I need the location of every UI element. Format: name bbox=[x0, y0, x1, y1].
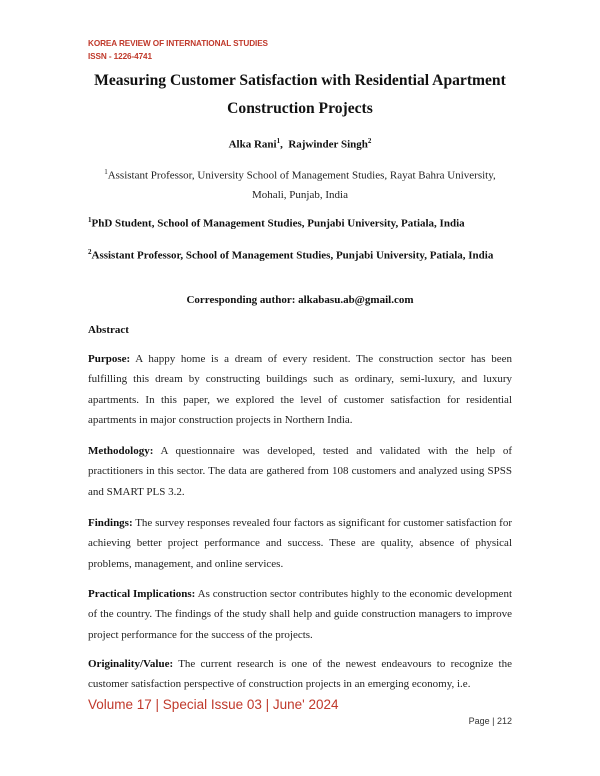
affiliation-sup: 2 bbox=[88, 248, 92, 256]
affiliation-text: Assistant Professor, School of Management Studies, Punjabi University, Patiala, India bbox=[91, 249, 494, 262]
section-label: Purpose: bbox=[88, 353, 131, 365]
affiliation-text: Assistant Professor, University School of Management Studies, Rayat Bahra University, Mohali, Punjab, India bbox=[107, 169, 496, 201]
abstract-section-originality bbox=[88, 654, 512, 695]
abstract-section-purpose bbox=[88, 349, 512, 430]
section-text: A questionnaire was developed, tested and validated with the help of practitioners in this sector. The data are gathered from 108 customers and analyzed using SPSS and SMART PLS 3.2. bbox=[88, 445, 512, 498]
abstract-heading: Abstract bbox=[88, 324, 129, 336]
author-line bbox=[60, 137, 540, 151]
journal-name: KOREA REVIEW OF INTERNATIONAL STUDIES bbox=[88, 39, 268, 48]
abstract-section-methodology bbox=[88, 441, 512, 502]
journal-header bbox=[88, 37, 268, 63]
affiliation-text: PhD Student, School of Management Studies, Punjabi University, Patiala, India bbox=[91, 217, 465, 230]
author-separator: , bbox=[280, 138, 289, 151]
corresponding-author: Corresponding author: alkabasu.ab@gmail.com bbox=[186, 294, 414, 306]
abstract-section-findings bbox=[88, 513, 512, 574]
affiliation-2 bbox=[88, 211, 512, 234]
affiliation-3 bbox=[88, 243, 512, 266]
section-text: The current research is one of the newest endeavours to recognize the customer satisfaction perspective of construction projects in an emerging economy, i.e. bbox=[88, 658, 512, 691]
author-sup: 1 bbox=[276, 137, 281, 145]
paper-title: Measuring Customer Satisfaction with Residential Apartment Construction Projects bbox=[94, 72, 506, 117]
journal-issn: ISSN - 1226-4741 bbox=[88, 52, 152, 61]
author-name: Alka Rani bbox=[228, 138, 277, 151]
affiliation-sup: 1 bbox=[88, 216, 92, 224]
section-text: The survey responses revealed four factors as significant for customer satisfaction for achieving better project performance and success. These are quality, absence of physical problems, management, and online services. bbox=[88, 517, 512, 570]
section-text: As construction sector contributes highly to the economic development of the country. The findings of the study shall help and guide construction managers to improve project performance for the success of the projects. bbox=[88, 588, 512, 641]
abstract-section-practical bbox=[88, 584, 512, 645]
footer-volume: Volume 17 | Special Issue 03 | June' 2024 bbox=[88, 697, 339, 712]
section-label: Practical Implications: bbox=[88, 588, 196, 600]
affiliation-sup: 1 bbox=[104, 168, 108, 176]
affiliation-1 bbox=[88, 163, 512, 205]
footer-page-number: Page | 212 bbox=[468, 716, 512, 726]
section-label: Methodology: bbox=[88, 445, 154, 457]
author-name: Rajwinder Singh bbox=[288, 138, 368, 151]
author-sup: 2 bbox=[367, 137, 372, 145]
section-text: A happy home is a dream of every resident. The construction sector has been fulfilling this dream by constructing buildings such as ordinary, semi-luxury, and luxury apartments. In this paper, we explored the level of customer satisfaction for residential apartments in major construction projects in Northern India. bbox=[88, 353, 512, 426]
section-label: Originality/Value: bbox=[88, 658, 174, 670]
section-label: Findings: bbox=[88, 517, 133, 529]
